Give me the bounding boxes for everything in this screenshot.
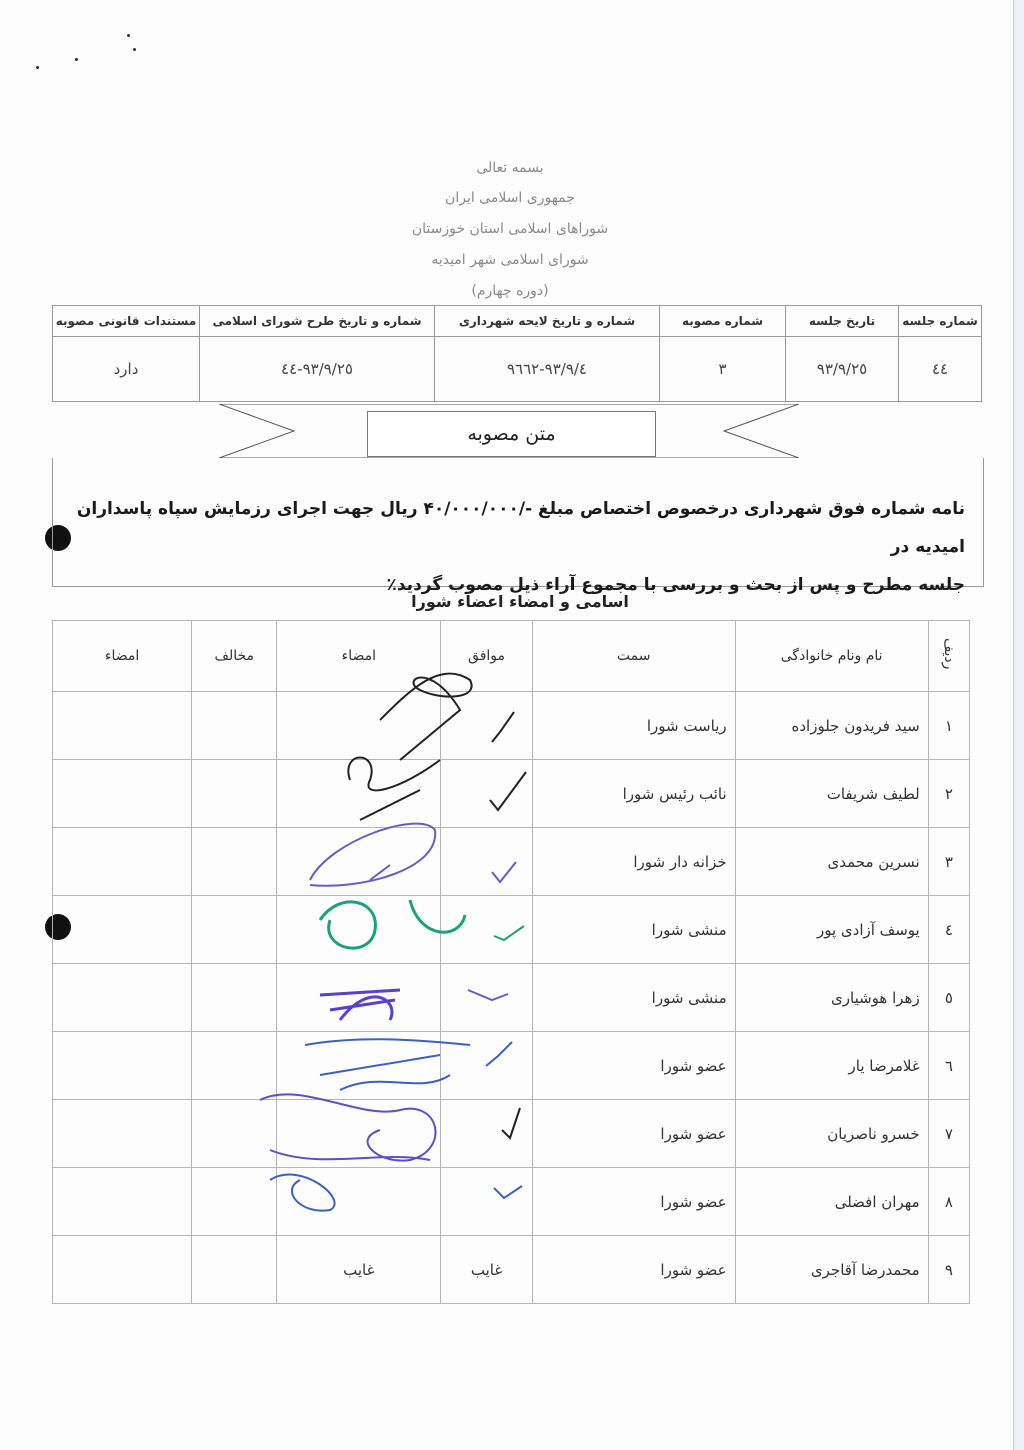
member-role: عضو شورا <box>532 1032 735 1100</box>
member-oppose <box>192 828 277 896</box>
scan-speck <box>133 48 136 51</box>
member-oppose <box>192 1032 277 1100</box>
member-name: یوسف آزادی پور <box>735 896 928 964</box>
member-signature: غایب <box>277 1236 441 1304</box>
member-signature <box>277 1168 441 1236</box>
member-signature <box>277 760 441 828</box>
signature2-header: امضاء <box>53 621 192 692</box>
member-row <box>53 692 970 760</box>
role-header: سمت <box>532 621 735 692</box>
member-agree <box>441 896 532 964</box>
resolution-line-2: جلسه مطرح و پس از بحث و بررسی با مجموع آراء ذیل مصوب گردید٪ <box>386 575 965 595</box>
oppose-header: مخالف <box>192 621 277 692</box>
member-signature2 <box>53 896 192 964</box>
plan-value: ٩٣/٩/٢٥-٤٤ <box>200 337 435 402</box>
member-index: ٤ <box>928 896 969 964</box>
member-name: مهران افضلی <box>735 1168 928 1236</box>
plan-header: شماره و تاریخ طرح شورای اسلامی <box>200 306 435 337</box>
bill-value: ٩٣/٩/٤-٩٦٦٢ <box>435 337 660 402</box>
member-role: منشی شورا <box>532 896 735 964</box>
member-oppose <box>192 1168 277 1236</box>
member-agree: غایب <box>441 1236 532 1304</box>
member-oppose <box>192 1100 277 1168</box>
banner-title: متن مصوبه <box>367 411 656 457</box>
agree-header: موافق <box>441 621 532 692</box>
resolution-text <box>60 490 965 604</box>
header-line: بسمه تعالی <box>476 160 544 176</box>
member-signature2 <box>53 828 192 896</box>
session-no-header: شماره جلسه <box>899 306 982 337</box>
scan-speck <box>36 66 39 69</box>
member-name: محمدرضا آقاجری <box>735 1236 928 1304</box>
member-name: خسرو ناصریان <box>735 1100 928 1168</box>
members-table <box>52 620 970 1304</box>
member-agree <box>441 692 532 760</box>
member-agree <box>441 1168 532 1236</box>
member-row <box>53 760 970 828</box>
member-index: ۱ <box>928 692 969 760</box>
member-role: نائب رئیس شورا <box>532 760 735 828</box>
session-no-value: ٤٤ <box>899 337 982 402</box>
member-name: نسرین محمدی <box>735 828 928 896</box>
member-name: زهرا هوشیاری <box>735 964 928 1032</box>
member-agree <box>441 1032 532 1100</box>
member-row <box>53 1168 970 1236</box>
member-oppose <box>192 1236 277 1304</box>
header-line: شوراهای اسلامی استان خوزستان <box>411 221 609 237</box>
member-agree <box>441 760 532 828</box>
scan-speck <box>127 34 130 37</box>
legal-docs-value: دارد <box>53 337 200 402</box>
member-oppose <box>192 896 277 964</box>
member-row <box>53 964 970 1032</box>
member-oppose <box>192 760 277 828</box>
member-signature <box>277 828 441 896</box>
member-role: عضو شورا <box>532 1168 735 1236</box>
member-name: غلامرضا یار <box>735 1032 928 1100</box>
session-date-value: ٩٣/٩/٢٥ <box>786 337 899 402</box>
member-signature <box>277 896 441 964</box>
member-signature2 <box>53 964 192 1032</box>
member-role: عضو شورا <box>532 1100 735 1168</box>
member-index: ۷ <box>928 1100 969 1168</box>
name-header: نام ونام خانوادگی <box>735 621 928 692</box>
index-header-label: ردیف <box>940 638 957 670</box>
member-index: ٦ <box>928 1032 969 1100</box>
member-index: ۲ <box>928 760 969 828</box>
member-signature2 <box>53 692 192 760</box>
header-line: شورای اسلامی شهر امیدیه <box>431 252 589 268</box>
bill-header: شماره و تاریخ لایحه شهرداری <box>435 306 660 337</box>
member-agree <box>441 964 532 1032</box>
member-role: عضو شورا <box>532 1236 735 1304</box>
member-signature2 <box>53 1236 192 1304</box>
members-title: اسامی و امضاء اعضاء شورا <box>411 592 629 611</box>
member-signature <box>277 692 441 760</box>
member-index: ۳ <box>928 828 969 896</box>
header-line: (دوره چهارم) <box>471 283 549 299</box>
signature-header: امضاء <box>277 621 441 692</box>
scan-edge <box>1013 0 1024 1450</box>
session-date-header: تاریخ جلسه <box>786 306 899 337</box>
member-role: خزانه دار شورا <box>532 828 735 896</box>
member-signature <box>277 1032 441 1100</box>
member-role: ریاست شورا <box>532 692 735 760</box>
member-row <box>53 1236 970 1304</box>
index-header <box>928 621 969 692</box>
member-index: ۸ <box>928 1168 969 1236</box>
member-name: سید فریدون جلوزاده <box>735 692 928 760</box>
member-signature <box>277 1100 441 1168</box>
resolution-no-value: ٣ <box>660 337 786 402</box>
member-index: ٩ <box>928 1236 969 1304</box>
member-signature2 <box>53 760 192 828</box>
member-row <box>53 828 970 896</box>
member-signature <box>277 964 441 1032</box>
resolution-line-1: نامه شماره فوق شهرداری درخصوص اختصاص مبلغ -/۴۰/۰۰۰/۰۰۰ ریال جهت اجرای رزمایش سپاه پاسداران امیدیه در <box>76 499 965 557</box>
member-signature2 <box>53 1168 192 1236</box>
session-info-table <box>52 305 982 402</box>
member-oppose <box>192 964 277 1032</box>
member-row <box>53 896 970 964</box>
member-signature2 <box>53 1100 192 1168</box>
scan-speck <box>75 58 78 61</box>
member-signature2 <box>53 1032 192 1100</box>
member-agree <box>441 828 532 896</box>
member-oppose <box>192 692 277 760</box>
header-line: جمهوری اسلامی ایران <box>445 190 575 206</box>
member-agree <box>441 1100 532 1168</box>
member-name: لطیف شریفات <box>735 760 928 828</box>
legal-docs-header: مستندات قانونی مصوبه <box>53 306 200 337</box>
member-row <box>53 1100 970 1168</box>
member-role: منشی شورا <box>532 964 735 1032</box>
member-index: ٥ <box>928 964 969 1032</box>
member-row <box>53 1032 970 1100</box>
resolution-no-header: شماره مصوبه <box>660 306 786 337</box>
